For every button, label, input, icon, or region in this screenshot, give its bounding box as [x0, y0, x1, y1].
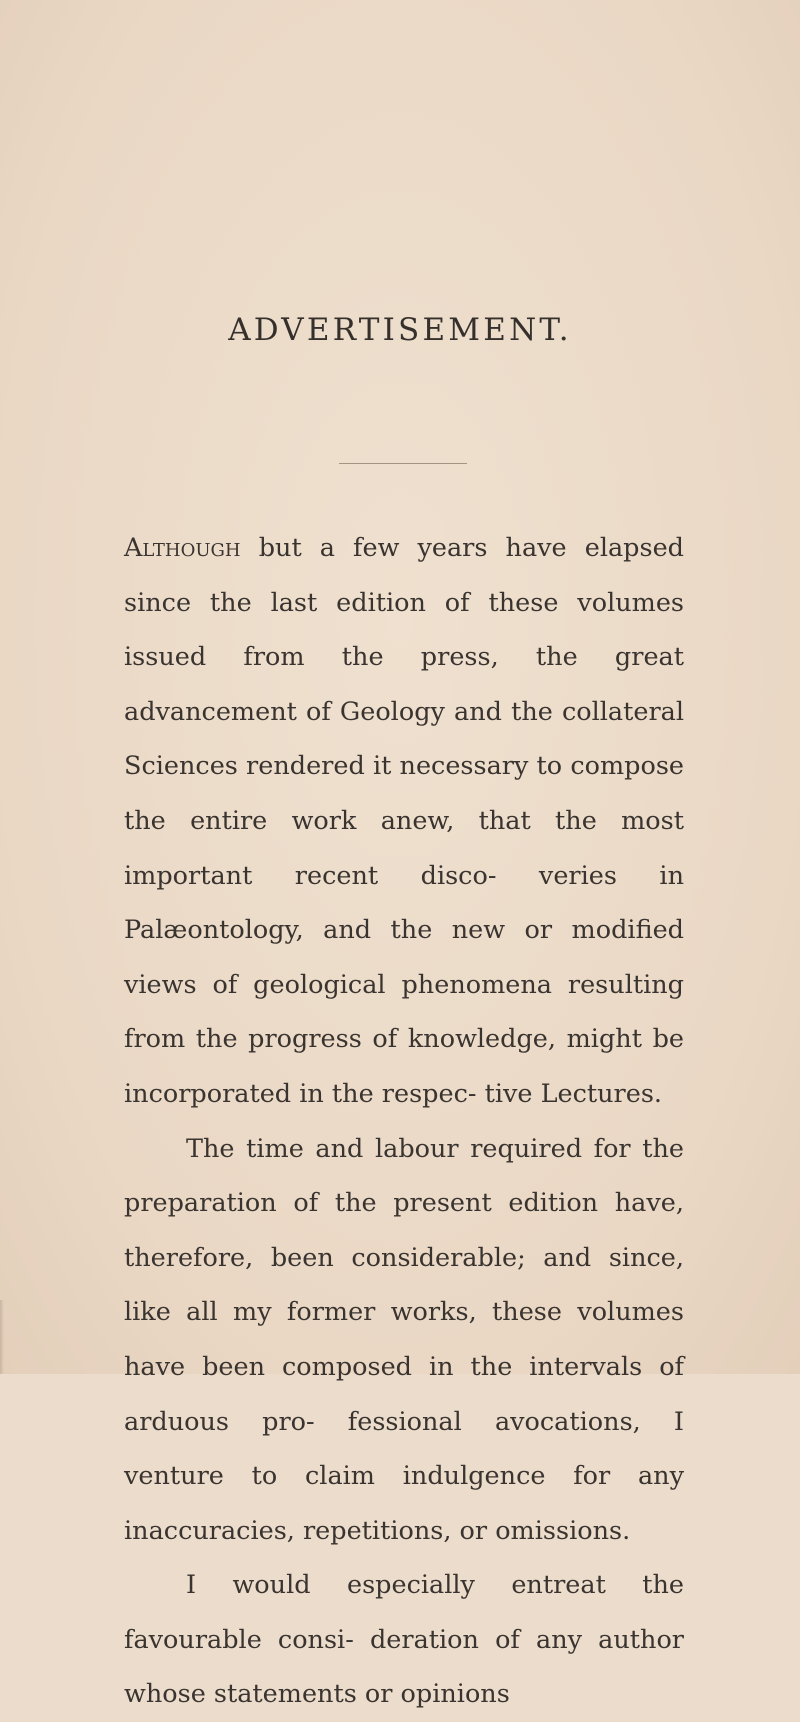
- body-text: [124, 521, 684, 1722]
- opening-word-small-caps: lthough: [142, 533, 241, 563]
- paragraph-1-text: but a few years have elapsed since the last edition of these volumes issued from the press, the great advancement of Geology and the collateral Sciences rendered it necessary to compose the entire work anew, that the most important recent disco- veries in Palæontology, and the new or modified views of geological phenomena resulting from the progress of knowledge, might be incorporated in the respec- tive Lectures.: [124, 533, 684, 1109]
- paragraph-3: I would especially entreat the favourable consi- deration of any author whose statements or opinions: [124, 1570, 684, 1710]
- page-title: ADVERTISEMENT.: [228, 312, 572, 348]
- paragraph-2: The time and labour required for the preparation of the present edition have, therefore, been considerable; and since, like all my former works, these volumes have been composed in the intervals of arduous pro- fessional avocations, I venture to claim indulgence for any inaccuracies, repetitions, or omissions.: [124, 1133, 684, 1546]
- opening-word-initial: A: [124, 533, 143, 563]
- paragraph-1: [124, 521, 684, 1122]
- title-divider: [339, 463, 467, 464]
- page-edge-shadow: [0, 1300, 4, 1374]
